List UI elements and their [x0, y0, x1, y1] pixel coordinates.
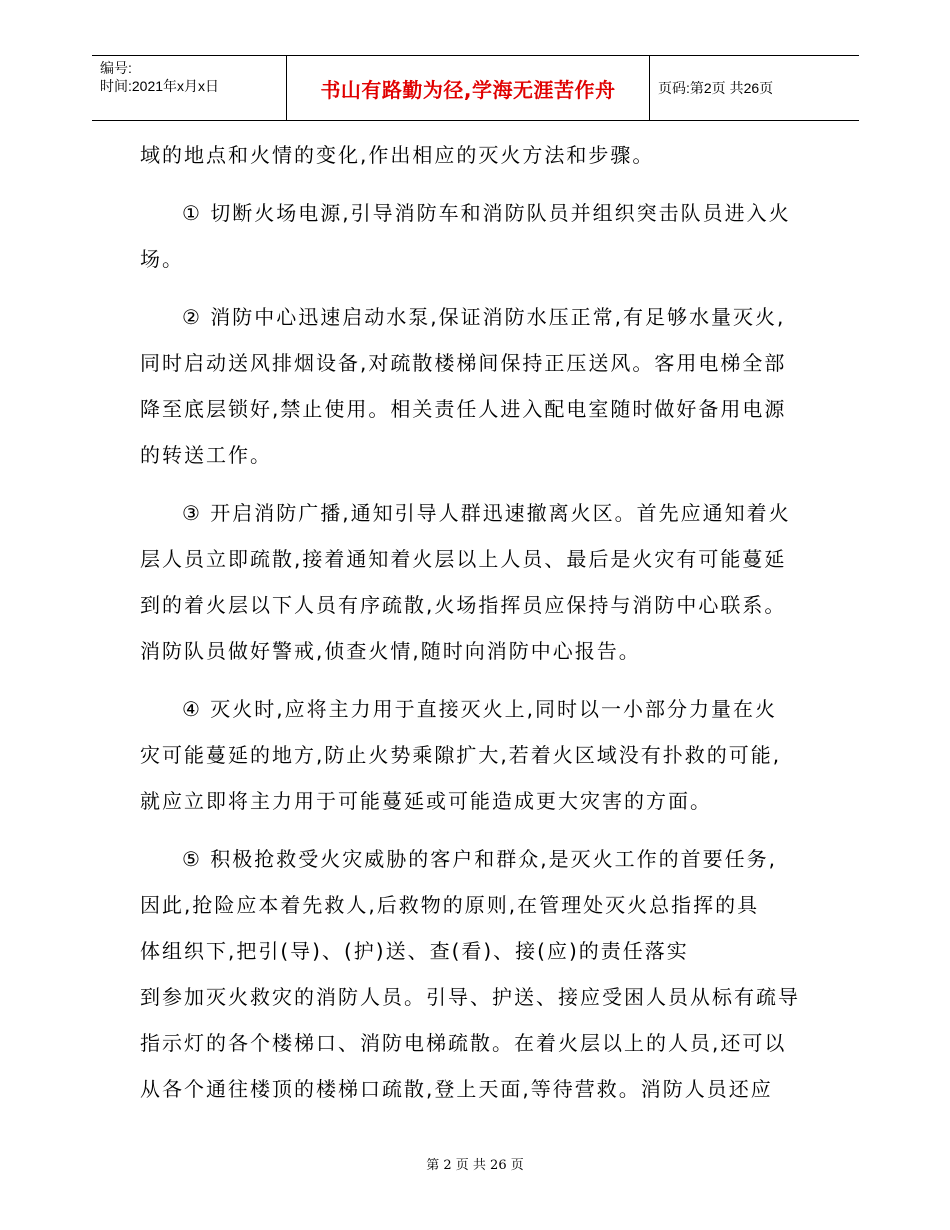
body-line: 就应立即将主力用于可能蔓延或可能造成更大灾害的方面。 [140, 789, 712, 813]
paragraph-step-5 [140, 836, 830, 1112]
header-meta [92, 56, 286, 120]
paragraph-step-2 [140, 294, 830, 478]
document-number-label: 编号: [100, 60, 132, 76]
body-line: ② 消防中心迅速启动水泵,保证消防水压正常,有足够水量灭火, [182, 305, 786, 329]
body-line: ③ 开启消防广播,通知引导人群迅速撤离火区。首先应通知着火 [182, 501, 791, 525]
page-header [92, 55, 859, 121]
body-line: 场。 [140, 247, 184, 271]
body-line: ⑤ 积极抢救受火灾威胁的客户和群众,是灭火工作的首要任务, [182, 847, 778, 871]
document-time-label: 时间:2021年x月x日 [100, 78, 220, 94]
body-line: 域的地点和火情的变化,作出相应的灭火方法和步骤。 [140, 143, 655, 167]
body-line: 到参加灭火救灾的消防人员。引导、护送、接应受困人员从标有疏导 [140, 985, 800, 1009]
paragraph-continuation [140, 132, 830, 178]
body-line: ④ 灭火时,应将主力用于直接灭火上,同时以一小部分力量在火 [182, 697, 778, 721]
body-line: 灾可能蔓延的地方,防止火势乘隙扩大,若着火区域没有扑救的可能, [140, 743, 782, 767]
body-line: 同时启动送风排烟设备,对疏散楼梯间保持正压送风。客用电梯全部 [140, 351, 787, 375]
header-motto-cell [286, 56, 650, 120]
body-line: ① 切断火场电源,引导消防车和消防队员并组织突击队员进入火 [182, 201, 791, 225]
paragraph-step-1 [140, 190, 830, 282]
page-footer: 第 2 页 共 26 页 [426, 1158, 524, 1173]
body-line: 指示灯的各个楼梯口、消防电梯疏散。在着火层以上的人员,还可以 [140, 1031, 787, 1055]
paragraph-step-3 [140, 490, 830, 674]
body-line: 降至底层锁好,禁止使用。相关责任人进入配电室随时做好备用电源 [140, 397, 787, 421]
body-line: 层人员立即疏散,接着通知着火层以上人员、最后是火灾有可能蔓延 [140, 547, 787, 571]
body-line: 消防队员做好警戒,侦查火情,随时向消防中心报告。 [140, 639, 641, 663]
body-line: 体组织下,把引(导)、(护)送、查(看)、接(应)的责任落实 [140, 939, 689, 963]
paragraph-step-4 [140, 686, 830, 824]
body-line: 从各个通往楼顶的楼梯口疏散,登上天面,等待营救。消防人员还应 [140, 1077, 773, 1101]
body-line: 到的着火层以下人员有序疏散,火场指挥员应保持与消防中心联系。 [140, 593, 787, 617]
header-motto: 书山有路勤为径,学海无涯苦作舟 [320, 77, 616, 102]
document-body [140, 132, 830, 1112]
header-page-info: 页码:第2页 共26页 [658, 80, 774, 96]
body-line: 的转送工作。 [140, 443, 272, 467]
body-line: 因此,抢险应本着先救人,后救物的原则,在管理处灭火总指挥的具 [140, 893, 760, 917]
